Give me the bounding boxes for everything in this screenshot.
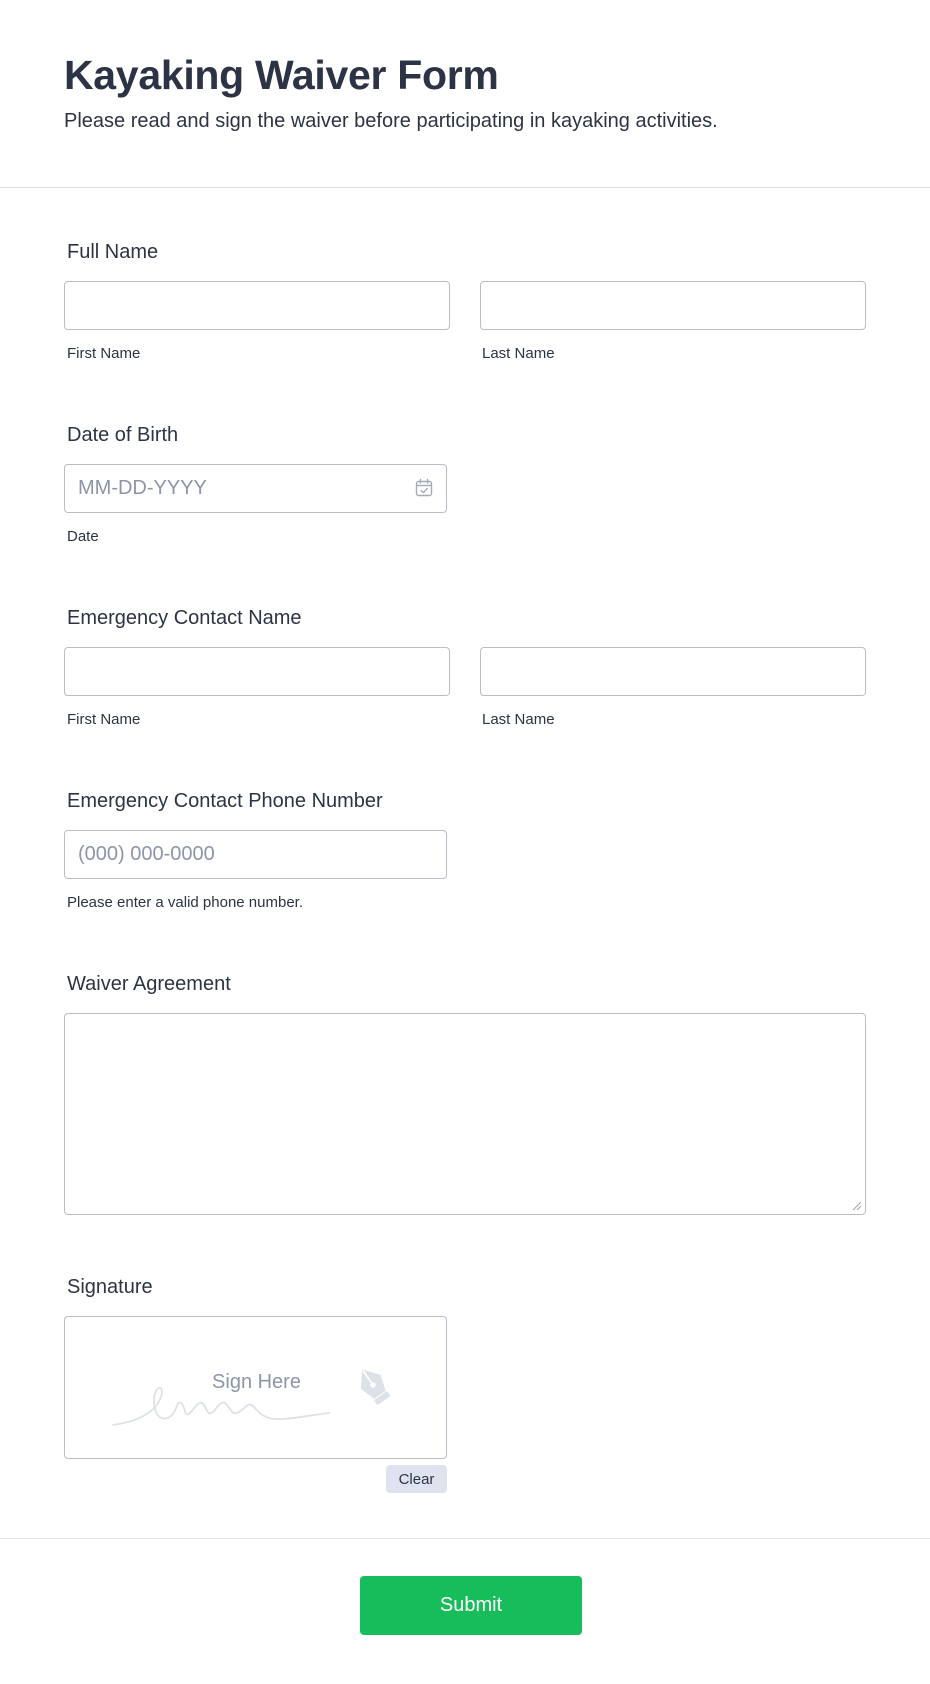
signature-pad[interactable] [64, 1316, 447, 1459]
form-header [0, 0, 930, 188]
calendar-icon[interactable] [414, 478, 434, 498]
form-subtitle: Please read and sign the waiver before participating in kayaking activities. [64, 110, 718, 132]
emergency-phone-label: Emergency Contact Phone Number [67, 790, 383, 812]
form-title: Kayaking Waiver Form [64, 52, 499, 98]
full-name-last-sublabel: Last Name [482, 345, 555, 362]
full-name-last-input[interactable] [480, 281, 866, 330]
emergency-contact-first-sublabel: First Name [67, 711, 141, 728]
full-name-first-sublabel: First Name [67, 345, 141, 362]
signature-clear-button[interactable]: Clear [386, 1465, 447, 1493]
submit-button[interactable]: Submit [360, 1576, 582, 1635]
signature-label: Signature [67, 1276, 153, 1298]
emergency-phone-input[interactable] [64, 830, 447, 879]
emergency-phone-sublabel: Please enter a valid phone number. [67, 894, 303, 911]
emergency-contact-last-input[interactable] [480, 647, 866, 696]
emergency-contact-first-input[interactable] [64, 647, 450, 696]
waiver-agreement-label: Waiver Agreement [67, 973, 231, 995]
date-of-birth-label: Date of Birth [67, 424, 179, 446]
full-name-label: Full Name [67, 241, 159, 263]
resize-grip-icon[interactable] [850, 1199, 862, 1211]
date-of-birth-field [64, 464, 447, 513]
full-name-first-input[interactable] [64, 281, 450, 330]
date-of-birth-input[interactable] [64, 464, 447, 513]
date-of-birth-sublabel: Date [67, 528, 99, 545]
waiver-agreement-textarea[interactable] [64, 1013, 866, 1215]
sign-here-prompt: Sign Here [212, 1371, 301, 1393]
footer-divider [0, 1538, 930, 1539]
emergency-contact-name-label: Emergency Contact Name [67, 607, 302, 629]
emergency-contact-last-sublabel: Last Name [482, 711, 555, 728]
